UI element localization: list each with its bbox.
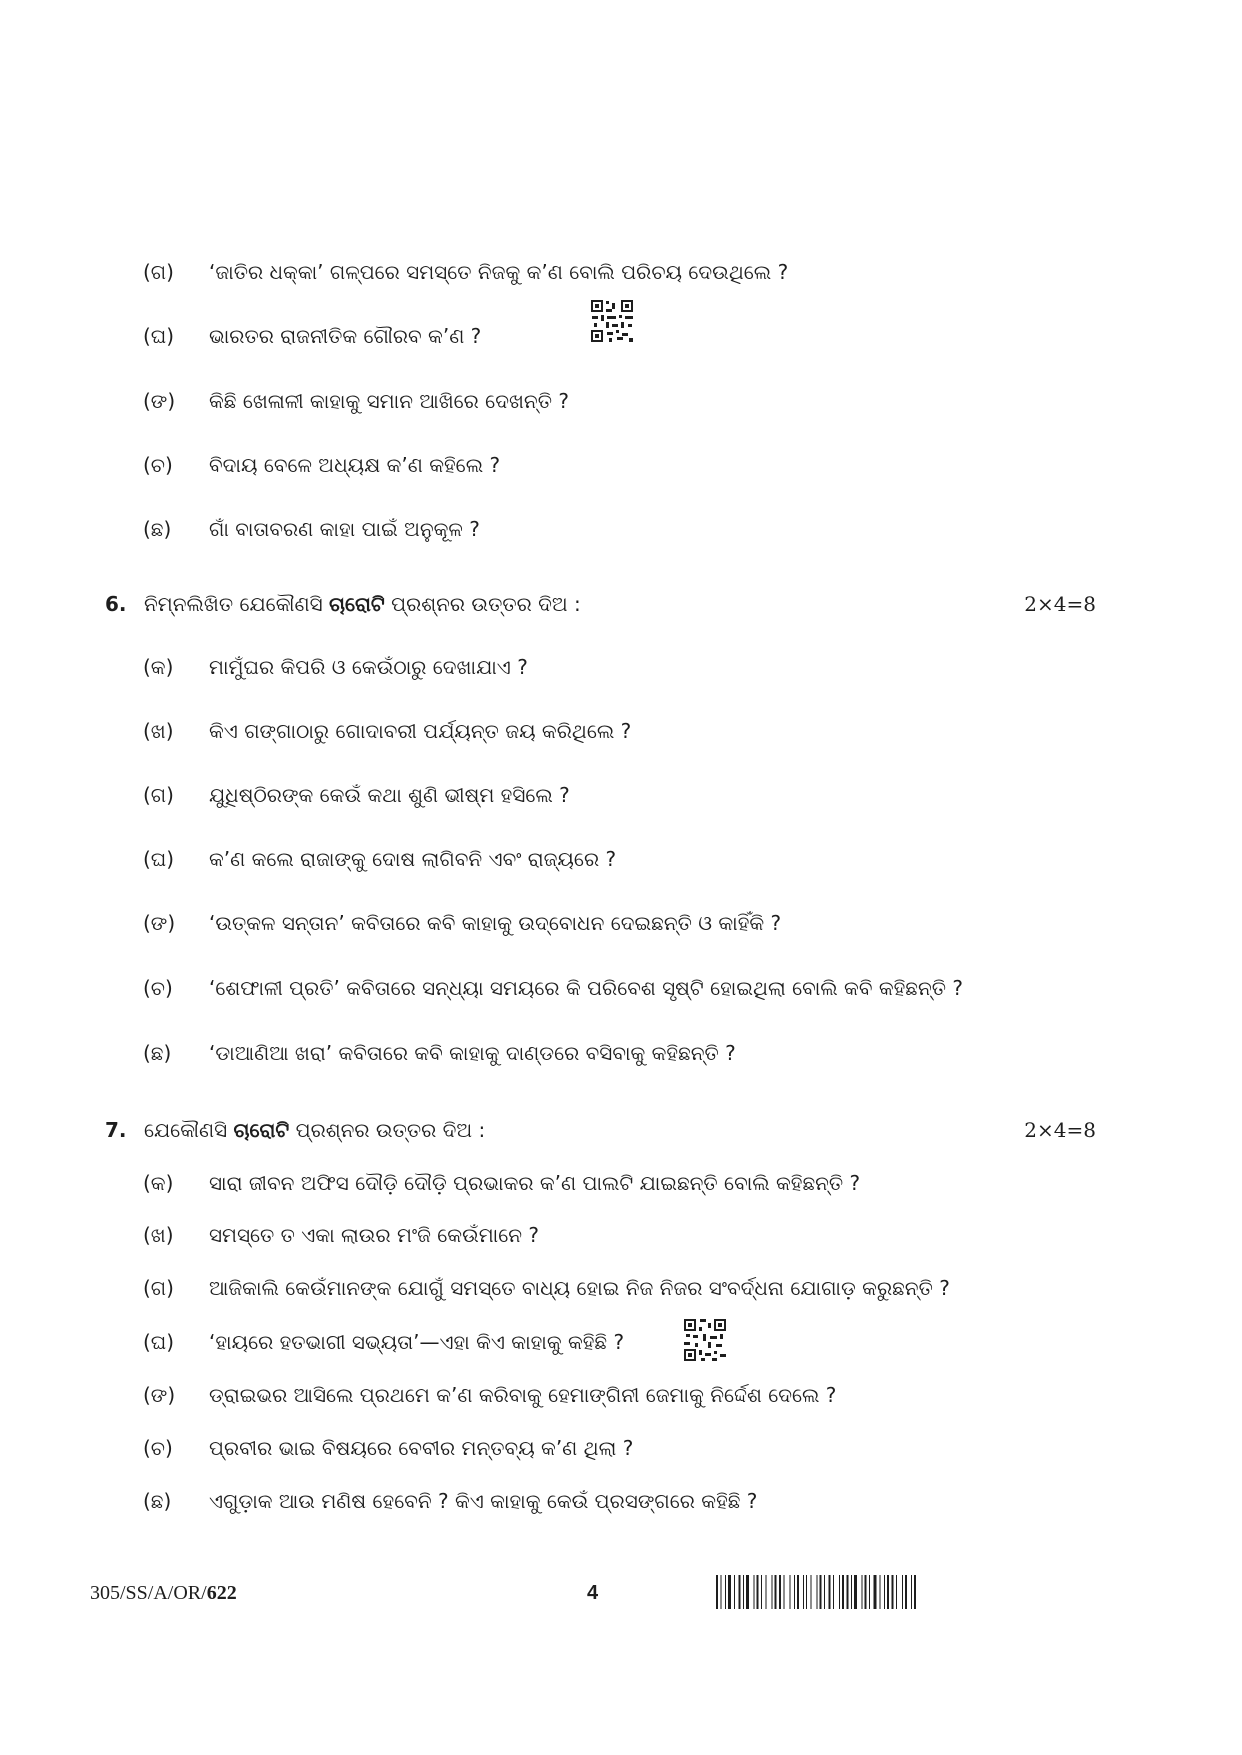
- barcode-bar: [734, 1575, 735, 1609]
- q6-heading: [0, 587, 1242, 621]
- item-text: ‘ଉତ୍କଳ ସନ୍ତାନ’ କବିତାରେ କବି କାହାକୁ ଉଦ୍‌ବୋଧନ ଦେଇଛନ୍ତି ଓ କାହିଁକି ?: [209, 911, 782, 935]
- barcode-bar: [721, 1575, 722, 1609]
- item-label: (ଘ): [143, 1330, 175, 1354]
- item-label: (ଚ): [143, 1436, 173, 1460]
- q5-item-chha: [0, 512, 1242, 546]
- barcode-bar: [902, 1575, 903, 1609]
- item-label: (କ): [143, 655, 174, 679]
- barcode-bar: [862, 1575, 863, 1609]
- q7-item-ka: [0, 1166, 1242, 1200]
- question-instruction: [144, 587, 581, 621]
- item-label: (ଘ): [143, 324, 175, 348]
- item-label: (ଛ): [143, 1489, 172, 1513]
- barcode-bar: [865, 1575, 867, 1609]
- barcode-bar: [842, 1575, 844, 1609]
- barcode-bar: [761, 1575, 762, 1609]
- item-label: (କ): [143, 1171, 174, 1195]
- barcode-bar: [896, 1575, 897, 1609]
- barcode-bar: [757, 1575, 759, 1609]
- item-text: ଯୁଧିଷ୍ଠିରଙ୍କ କେଉଁ କଥା ଶୁଣି ଭୀଷ୍ମ ହସିଲେ ?: [209, 783, 570, 807]
- item-label: (ଙ): [143, 911, 176, 935]
- barcode-bar: [803, 1575, 804, 1609]
- q6-item-ka: [0, 650, 1242, 684]
- barcode-bar: [839, 1575, 840, 1609]
- item-text: ଆଜିକାଲି କେଉଁମାନଙ୍କ ଯୋଗୁଁ ସମସ୍ତେ ବାଧ୍ୟ ହୋଇ ନିଜ ନିଜର ସଂବର୍ଦ୍ଧନା ଯୋଗାଡ଼ କରୁଛନ୍ତି ?: [209, 1276, 950, 1300]
- barcode-bar: [851, 1575, 852, 1609]
- barcode-bar: [820, 1575, 822, 1609]
- barcode-bar: [766, 1575, 767, 1609]
- barcode-bar: [779, 1575, 781, 1609]
- item-label: (ଚ): [143, 976, 173, 1000]
- barcode-bar: [811, 1575, 812, 1609]
- qr-code-icon: [683, 1318, 727, 1362]
- item-text: ପ୍ରବୀର ଭାଇ ବିଷୟରେ ବେବୀର ମନ୍ତବ୍ୟ କ’ଣ ଥିଲା ?: [209, 1436, 634, 1460]
- barcode-bar: [874, 1575, 877, 1609]
- item-text: କିଏ ଗଙ୍ଗାଠାରୁ ଗୋଦାବରୀ ପର୍ଯ୍ୟନ୍ତ ଜୟ କରିଥିଲେ ?: [209, 719, 632, 743]
- q6-item-nga: [0, 906, 1242, 940]
- item-text: ମାମୁଁଘର କିପରି ଓ କେଉଁଠାରୁ ଦେଖାଯାଏ ?: [209, 655, 528, 679]
- barcode-bar: [775, 1575, 777, 1609]
- item-text: ଗାଁ ବାତାବରଣ କାହା ପାଇଁ ଅନୁକୂଳ ?: [209, 517, 480, 541]
- page-number: 4: [587, 1582, 599, 1604]
- item-text: ‘ଶେଫାଳୀ ପ୍ରତି’ କବିତାରେ ସନ୍ଧ୍ୟା ସମୟରେ କି ପରିବେଶ ସୃଷ୍ଟି ହୋଇଥିଲା ବୋଲି କବି କହିଛନ୍ତି ?: [209, 976, 963, 1000]
- item-text: କିଛି ଖେଳାଳୀ କାହାକୁ ସମାନ ଆଖିରେ ଦେଖନ୍ତି ?: [209, 389, 569, 413]
- question-number: 7.: [105, 1118, 127, 1142]
- barcode-bar: [772, 1575, 773, 1609]
- barcode-bar: [784, 1575, 785, 1609]
- barcode-bar: [817, 1575, 818, 1609]
- barcode-bar: [746, 1575, 749, 1609]
- barcode-bar: [829, 1575, 831, 1609]
- paper-code: [90, 1578, 237, 1608]
- barcode-bar: [794, 1575, 795, 1609]
- barcode-bar: [887, 1575, 889, 1609]
- item-label: (ଛ): [143, 1041, 172, 1065]
- q5-item-ga: [0, 255, 1242, 289]
- q7-item-cha: [0, 1431, 1242, 1465]
- barcode-bar: [790, 1575, 791, 1609]
- q6-item-kha: [0, 714, 1242, 748]
- barcode-bar: [824, 1575, 825, 1609]
- q7-item-nga: [0, 1378, 1242, 1412]
- item-label: (ଗ): [143, 783, 174, 807]
- barcode-bar: [725, 1575, 726, 1609]
- instruction-text: ପ୍ରଶ୍ନର ଉତ୍ତର ଦିଅ :: [384, 592, 581, 616]
- paper-code-prefix: 305/SS/A/OR/: [90, 1582, 207, 1604]
- barcode-bar: [914, 1575, 916, 1609]
- item-label: (ଗ): [143, 260, 174, 284]
- marks: 2×4=8: [1024, 1118, 1096, 1142]
- paper-code-number: 622: [206, 1582, 237, 1604]
- item-label: (ଛ): [143, 517, 172, 541]
- q7-item-chha: [0, 1484, 1242, 1518]
- barcode-bar: [739, 1575, 741, 1609]
- q6-item-ga: [0, 778, 1242, 812]
- marks: 2×4=8: [1024, 592, 1096, 616]
- barcode-bar: [754, 1575, 755, 1609]
- barcode-bar: [892, 1575, 894, 1609]
- item-label: (ଖ): [143, 719, 174, 743]
- item-text: ଭାରତର ରାଜନୀତିକ ଗୌରବ କ’ଣ ?: [209, 324, 482, 348]
- instruction-emphasis: ଚାରୋଟି: [233, 1118, 290, 1142]
- question-number: 6.: [105, 592, 127, 616]
- item-text: ‘ହାୟରେ ହତଭାଗୀ ସଭ୍ୟତା’—ଏହା କିଏ କାହାକୁ କହିଛି ?: [209, 1330, 625, 1354]
- barcode-bar: [716, 1575, 718, 1609]
- barcode-icon: [716, 1575, 1000, 1609]
- barcode-bar: [728, 1575, 731, 1609]
- barcode-bar: [743, 1575, 744, 1609]
- q6-item-gha: [0, 842, 1242, 876]
- q7-item-gha: [0, 1325, 1242, 1359]
- item-label: (ଚ): [143, 453, 173, 477]
- instruction-text: ନିମ୍ନଲିଖିତ ଯେକୌଣସି: [144, 592, 330, 616]
- barcode-bar: [869, 1575, 870, 1609]
- q6-item-chha: [0, 1036, 1242, 1070]
- item-label: (ଙ): [143, 1383, 176, 1407]
- item-label: (ଗ): [143, 1276, 174, 1300]
- item-text: ସମସ୍ତେ ତ ଏକା ଲାଉର ମଂଜି କେଉଁମାନେ ?: [209, 1223, 540, 1247]
- barcode-bar: [880, 1575, 881, 1609]
- barcode-bar: [905, 1575, 907, 1609]
- q7-item-ga: [0, 1271, 1242, 1305]
- instruction-text: ପ୍ରଶ୍ନର ଉତ୍ତର ଦିଅ :: [289, 1118, 486, 1142]
- barcode-bar: [806, 1575, 807, 1609]
- item-text: ସାରା ଜୀବନ ଅଫିସ ଦୌଡ଼ି ଦୌଡ଼ି ପ୍ରଭାକର କ’ଣ ପାଲଟି ଯାଇଛନ୍ତି ବୋଲି କହିଛନ୍ତି ?: [209, 1171, 861, 1195]
- item-label: (ଖ): [143, 1223, 174, 1247]
- barcode-bar: [854, 1575, 857, 1609]
- q7-item-kha: [0, 1218, 1242, 1252]
- item-text: ‘ଜାତିର ଧକ୍‌କା’ ଗଳ୍ପରେ ସମସ୍ତେ ନିଜକୁ କ’ଣ ବୋଲି ପରିଚୟ ଦେଉଥିଲେ ?: [209, 260, 789, 284]
- item-text: ବିଦାୟ ବେଳେ ଅଧ୍ୟକ୍ଷ କ’ଣ କହିଲେ ?: [209, 453, 501, 477]
- q5-item-nga: [0, 384, 1242, 418]
- barcode-bar: [833, 1575, 834, 1609]
- barcode-bar: [847, 1575, 849, 1609]
- instruction-text: ଯେକୌଣସି: [144, 1118, 234, 1142]
- q5-item-cha: [0, 448, 1242, 482]
- item-text: ଏଗୁଡ଼ାକ ଆଉ ମଣିଷ ହେବେନି ? କିଏ କାହାକୁ କେଉଁ ପ୍ରସଙ୍ଗରେ କହିଛି ?: [209, 1489, 758, 1513]
- item-label: (ଘ): [143, 847, 175, 871]
- question-instruction: [144, 1113, 485, 1147]
- barcode-bar: [797, 1575, 799, 1609]
- item-label: (ଙ): [143, 389, 176, 413]
- q6-item-cha: [0, 971, 1242, 1005]
- item-text: ଡ୍ରାଇଭର ଆସିଲେ ପ୍ରଥମେ କ’ଣ କରିବାକୁ ହେମାଙ୍ଗିନୀ ଜେମାକୁ ନିର୍ଦ୍ଦେଶ ଦେଲେ ?: [209, 1383, 837, 1407]
- item-text: କ’ଣ କଲେ ରାଜାଙ୍କୁ ଦୋଷ ଲାଗିବନି ଏବଂ ରାଜ୍ୟରେ ?: [209, 847, 617, 871]
- barcode-bar: [911, 1575, 912, 1609]
- q7-heading: [0, 1113, 1242, 1147]
- item-text: ‘ଡାଆଣିଆ ଖରା’ କବିତାରେ କବି କାହାକୁ ଦାଣ୍ଡରେ ବସିବାକୁ କହିଛନ୍ତି ?: [209, 1041, 736, 1065]
- qr-code-icon: [590, 299, 634, 343]
- instruction-emphasis: ଚାରୋଟି: [329, 592, 385, 616]
- barcode-bar: [884, 1575, 885, 1609]
